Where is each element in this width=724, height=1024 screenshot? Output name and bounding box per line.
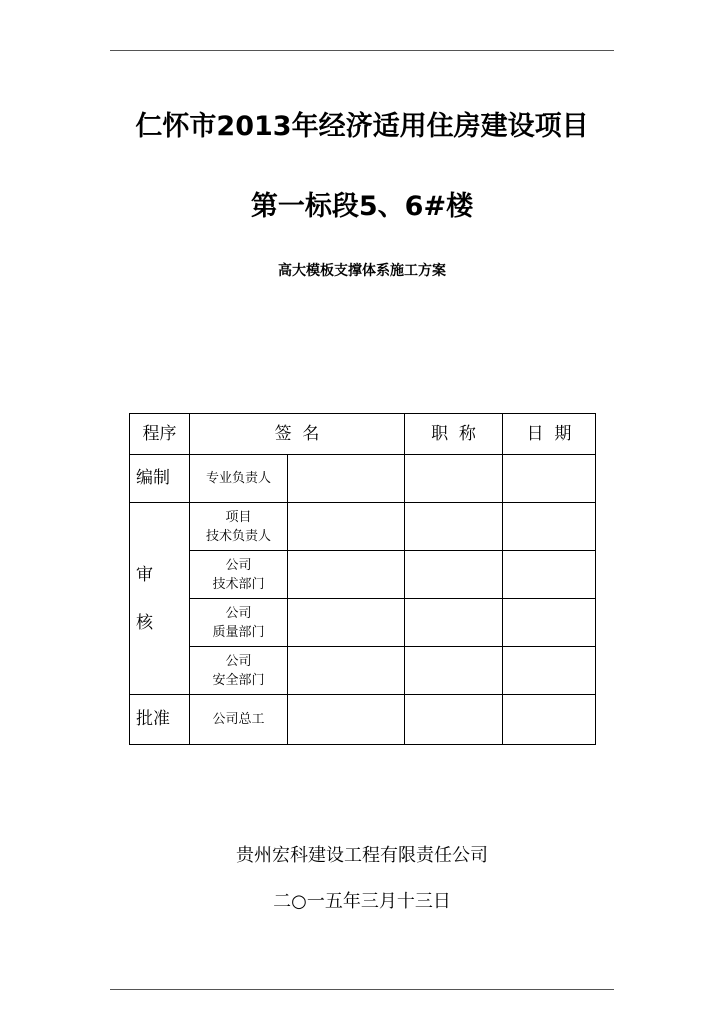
- table-row-audit-3: [130, 599, 596, 647]
- position-cell[interactable]: [405, 455, 503, 503]
- row-label-approve: 批准: [130, 695, 190, 745]
- document-title-line1: 仁怀市2013年经济适用住房建设项目: [135, 111, 589, 142]
- header-date: 日 期: [503, 414, 596, 455]
- document-subtitle: 高大模板支撑体系施工方案: [278, 263, 446, 279]
- role-line2: 质量部门: [212, 624, 265, 640]
- date-cell[interactable]: [503, 647, 596, 695]
- role-line2: 技术负责人: [205, 528, 271, 544]
- table-header-row: [130, 414, 596, 455]
- footer-rule: [110, 989, 614, 990]
- role-line1: 公司: [225, 605, 252, 621]
- signature-cell[interactable]: [288, 551, 405, 599]
- header-rule: [110, 50, 614, 51]
- company-name: 贵州宏科建设工程有限责任公司: [236, 845, 488, 866]
- row-label-compile: 编制: [130, 455, 190, 503]
- position-cell[interactable]: [405, 503, 503, 551]
- position-cell[interactable]: [405, 551, 503, 599]
- table-row-audit-2: [130, 551, 596, 599]
- role-company-safety-dept: [190, 647, 288, 695]
- document-title-line2: 第一标段5、6#楼: [250, 191, 474, 222]
- audit-label-char2: 核: [136, 612, 153, 633]
- position-cell[interactable]: [405, 599, 503, 647]
- role-line2: 技术部门: [212, 576, 265, 592]
- role-project-tech-lead: [190, 503, 288, 551]
- position-cell[interactable]: [405, 647, 503, 695]
- date-cell[interactable]: [503, 695, 596, 745]
- role-line1: 公司: [225, 653, 252, 669]
- document-date: 二○一五年三月十三日: [273, 891, 451, 912]
- signature-cell[interactable]: [288, 695, 405, 745]
- table-row-audit-1: [130, 503, 596, 551]
- date-cell[interactable]: [503, 551, 596, 599]
- signature-cell[interactable]: [288, 503, 405, 551]
- role-line1: 公司: [225, 557, 252, 573]
- date-cell[interactable]: [503, 599, 596, 647]
- row-label-audit: [130, 503, 190, 695]
- signature-cell[interactable]: [288, 647, 405, 695]
- audit-label-char1: 审: [136, 564, 153, 585]
- header-position: 职 称: [405, 414, 503, 455]
- date-cell[interactable]: [503, 503, 596, 551]
- role-professional-lead: 专业负责人: [190, 455, 288, 503]
- table-row-compile: [130, 455, 596, 503]
- role-company-chief-engineer: 公司总工: [190, 695, 288, 745]
- header-procedure: 程序: [130, 414, 190, 455]
- table-row-audit-4: [130, 647, 596, 695]
- signature-table: [129, 413, 596, 745]
- role-line1: 项目: [225, 509, 252, 525]
- date-cell[interactable]: [503, 455, 596, 503]
- role-line2: 安全部门: [212, 672, 265, 688]
- role-company-quality-dept: [190, 599, 288, 647]
- signature-cell[interactable]: [288, 599, 405, 647]
- header-signature: 签 名: [190, 414, 405, 455]
- role-company-tech-dept: [190, 551, 288, 599]
- position-cell[interactable]: [405, 695, 503, 745]
- table-row-approve: [130, 695, 596, 745]
- signature-cell[interactable]: [288, 455, 405, 503]
